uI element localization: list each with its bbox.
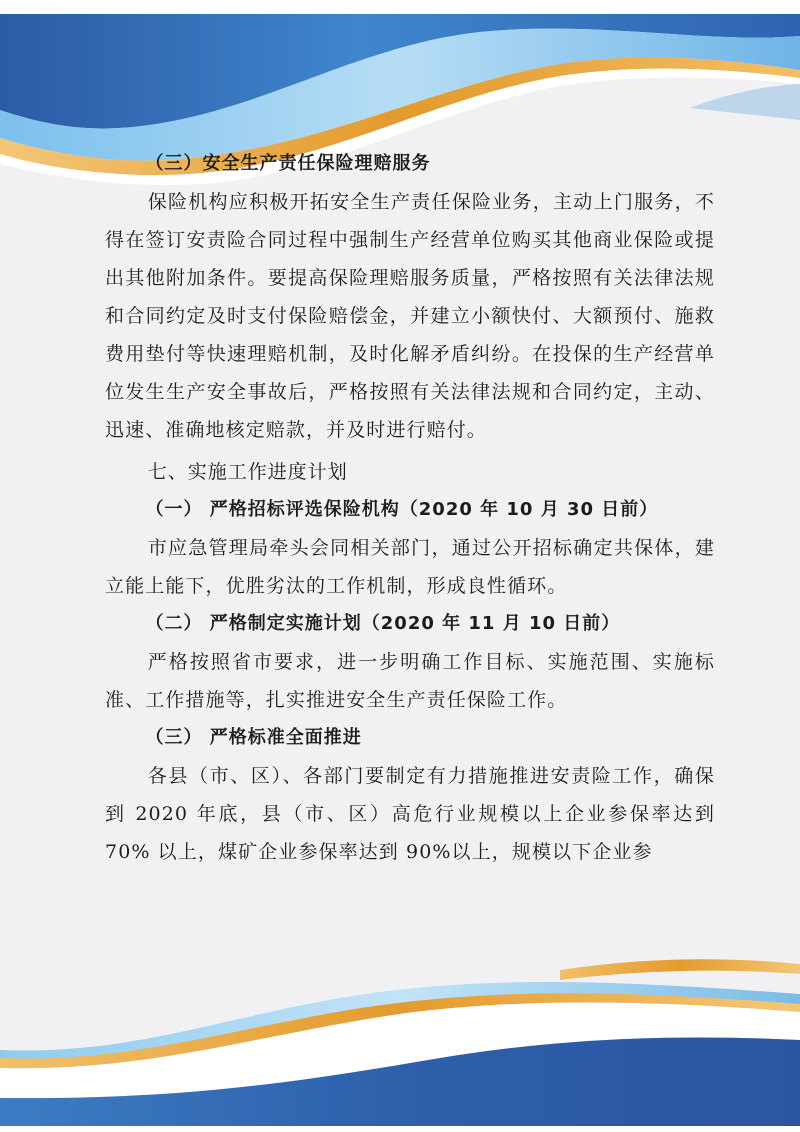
paragraph-plan: 严格按照省市要求，进一步明确工作目标、实施范围、实施标准、工作措施等，扎实推进安全生产责任保险工作。 [105, 651, 715, 711]
document-body [105, 145, 715, 871]
subheading-bidding: （一） 严格招标评选保险机构（2020 年 10 月 30 日前） [145, 499, 659, 520]
section-heading-schedule: 七、实施工作进度计划 [147, 461, 348, 483]
paragraph-promotion: 各县（市、区）、各部门要制定有力措施推进安责险工作，确保到 2020 年底，县（市、区）高危行业规模以上企业参保率达到 70% 以上，煤矿企业参保率达到 90%以上，规模以下企业参 [105, 765, 715, 863]
paragraph-insurance-claims: 保险机构应积极开拓安全生产责任保险业务，主动上门服务，不得在签订安责险合同过程中强制生产经营单位购买其他商业保险或提出其他附加条件。要提高保险理赔服务质量，严格按照有关法律法规和合同约定及时支付保险赔偿金，并建立小额快付、大额预付、施救费用垫付等快速理赔机制，及时化解矛盾纠纷。在投保的生产经营单位发生生产安全事故后，严格按照有关法律法规和合同约定，主动、迅速、准确地核定赔款，并及时进行赔付。 [105, 191, 715, 441]
paragraph-bidding: 市应急管理局牵头会同相关部门，通过公开招标确定共保体，建立能上能下，优胜劣汰的工作机制，形成良性循环。 [105, 537, 715, 597]
bottom-wave-decoration [0, 930, 800, 1132]
subheading-plan: （二） 严格制定实施计划（2020 年 11 月 10 日前） [145, 613, 621, 634]
heading-insurance-claims: （三）安全生产责任保险理赔服务 [145, 153, 431, 174]
subheading-promotion: （三） 严格标准全面推进 [145, 727, 362, 748]
